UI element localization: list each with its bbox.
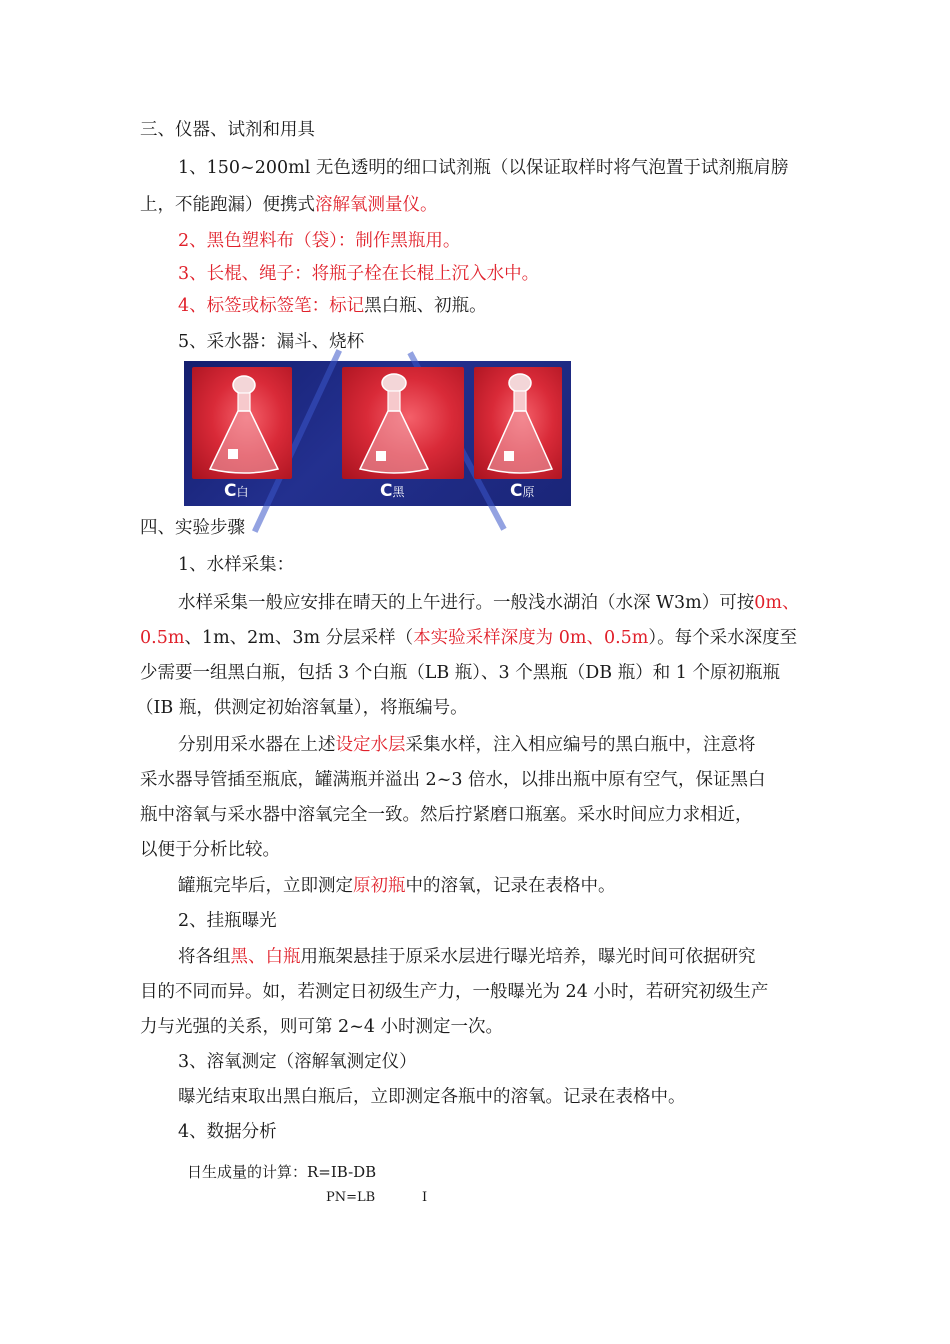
para-5: 曝光结束取出黑白瓶后，立即测定各瓶中的溶氧。记录在表格中。 — [178, 1087, 686, 1107]
step-2-title: 2、挂瓶曝光 — [178, 911, 277, 931]
flask-icon — [342, 367, 464, 479]
flask-photo — [184, 361, 571, 506]
formula-2-cut-b: I — [422, 1190, 428, 1205]
para-4-line-1: 将各组黑、白瓶用瓶架悬挂于原采水层进行曝光培养，曝光时间可依据研究 — [178, 947, 756, 967]
flask-icon — [474, 367, 562, 479]
caption-white: C白 — [224, 481, 249, 501]
section-4-title: 四、实验步骤 — [140, 518, 245, 538]
para-4-line-2: 目的不同而异。如，若测定日初级生产力，一般曝光为 24 小时，若研究初级生产 — [140, 982, 769, 1002]
item-3: 3、长棍、绳子：将瓶子栓在长棍上沉入水中。 — [178, 264, 540, 284]
item-1-line-1: 1、150~200ml 无色透明的细口试剂瓶（以保证取样时将气泡置于试剂瓶肩膀 — [178, 158, 789, 178]
item-4-highlight: 4、标签或标签笔：标记 — [178, 296, 365, 316]
flask-panel-black — [342, 367, 464, 479]
para-1-line-4: （IB 瓶，供测定初始溶氧量），将瓶编号。 — [136, 698, 468, 718]
formula-2-cut: PN=LB — [326, 1190, 376, 1205]
flask-icon — [192, 367, 292, 479]
para-1-line-2: 0.5m、1m、2m、3m 分层采样（本实验采样深度为 0m、0.5m）。每个采水深度至 — [140, 628, 798, 648]
step-4-title: 4、数据分析 — [178, 1122, 277, 1142]
para-4-line-3: 力与光强的关系，则可第 2~4 小时测定一次。 — [140, 1017, 504, 1037]
para-3: 罐瓶完毕后，立即测定原初瓶中的溶氧，记录在表格中。 — [178, 876, 616, 896]
item-1-highlight: 溶解氧测量仪。 — [315, 195, 438, 215]
item-1-prefix: 上，不能跑漏）便携式 — [140, 195, 315, 215]
item-2: 2、黑色塑料布（袋）：制作黑瓶用。 — [178, 231, 461, 251]
section-3-title: 三、仪器、试剂和用具 — [140, 120, 315, 140]
para-1-line-1: 水样采集一般应安排在晴天的上午进行。一般浅水湖泊（水深 W3m）可按0m、 — [178, 593, 800, 613]
para-2-line-4: 以便于分析比较。 — [140, 840, 280, 860]
step-3-title: 3、溶氧测定（溶解氧测定仪） — [178, 1052, 417, 1072]
para-1-line-3: 少需要一组黑白瓶，包括 3 个白瓶（LB 瓶）、3 个黑瓶（DB 瓶）和 1 个原初瓶瓶 — [140, 663, 780, 683]
para-2-line-2: 采水器导管插至瓶底，罐满瓶并溢出 2~3 倍水，以排出瓶中原有空气，保证黑白 — [140, 770, 766, 790]
formula-1: 日生成量的计算：R=IB-DB — [187, 1163, 377, 1181]
flask-panel-original — [474, 367, 562, 479]
caption-original: C原 — [510, 481, 535, 501]
flask-panel-white — [192, 367, 292, 479]
caption-black: C黑 — [380, 481, 405, 501]
item-4-rest: 黑白瓶、初瓶。 — [364, 296, 487, 316]
para-2-line-1: 分别用采水器在上述设定水层采集水样，注入相应编号的黑白瓶中，注意将 — [178, 735, 756, 755]
item-5: 5、采水器：漏斗、烧杯 — [178, 332, 365, 352]
item-1-line-2 — [140, 193, 438, 217]
para-2-line-3: 瓶中溶氧与采水器中溶氧完全一致。然后拧紧磨口瓶塞。采水时间应力求相近， — [140, 805, 753, 825]
item-4 — [178, 294, 487, 318]
step-1-title: 1、水样采集： — [178, 555, 295, 575]
